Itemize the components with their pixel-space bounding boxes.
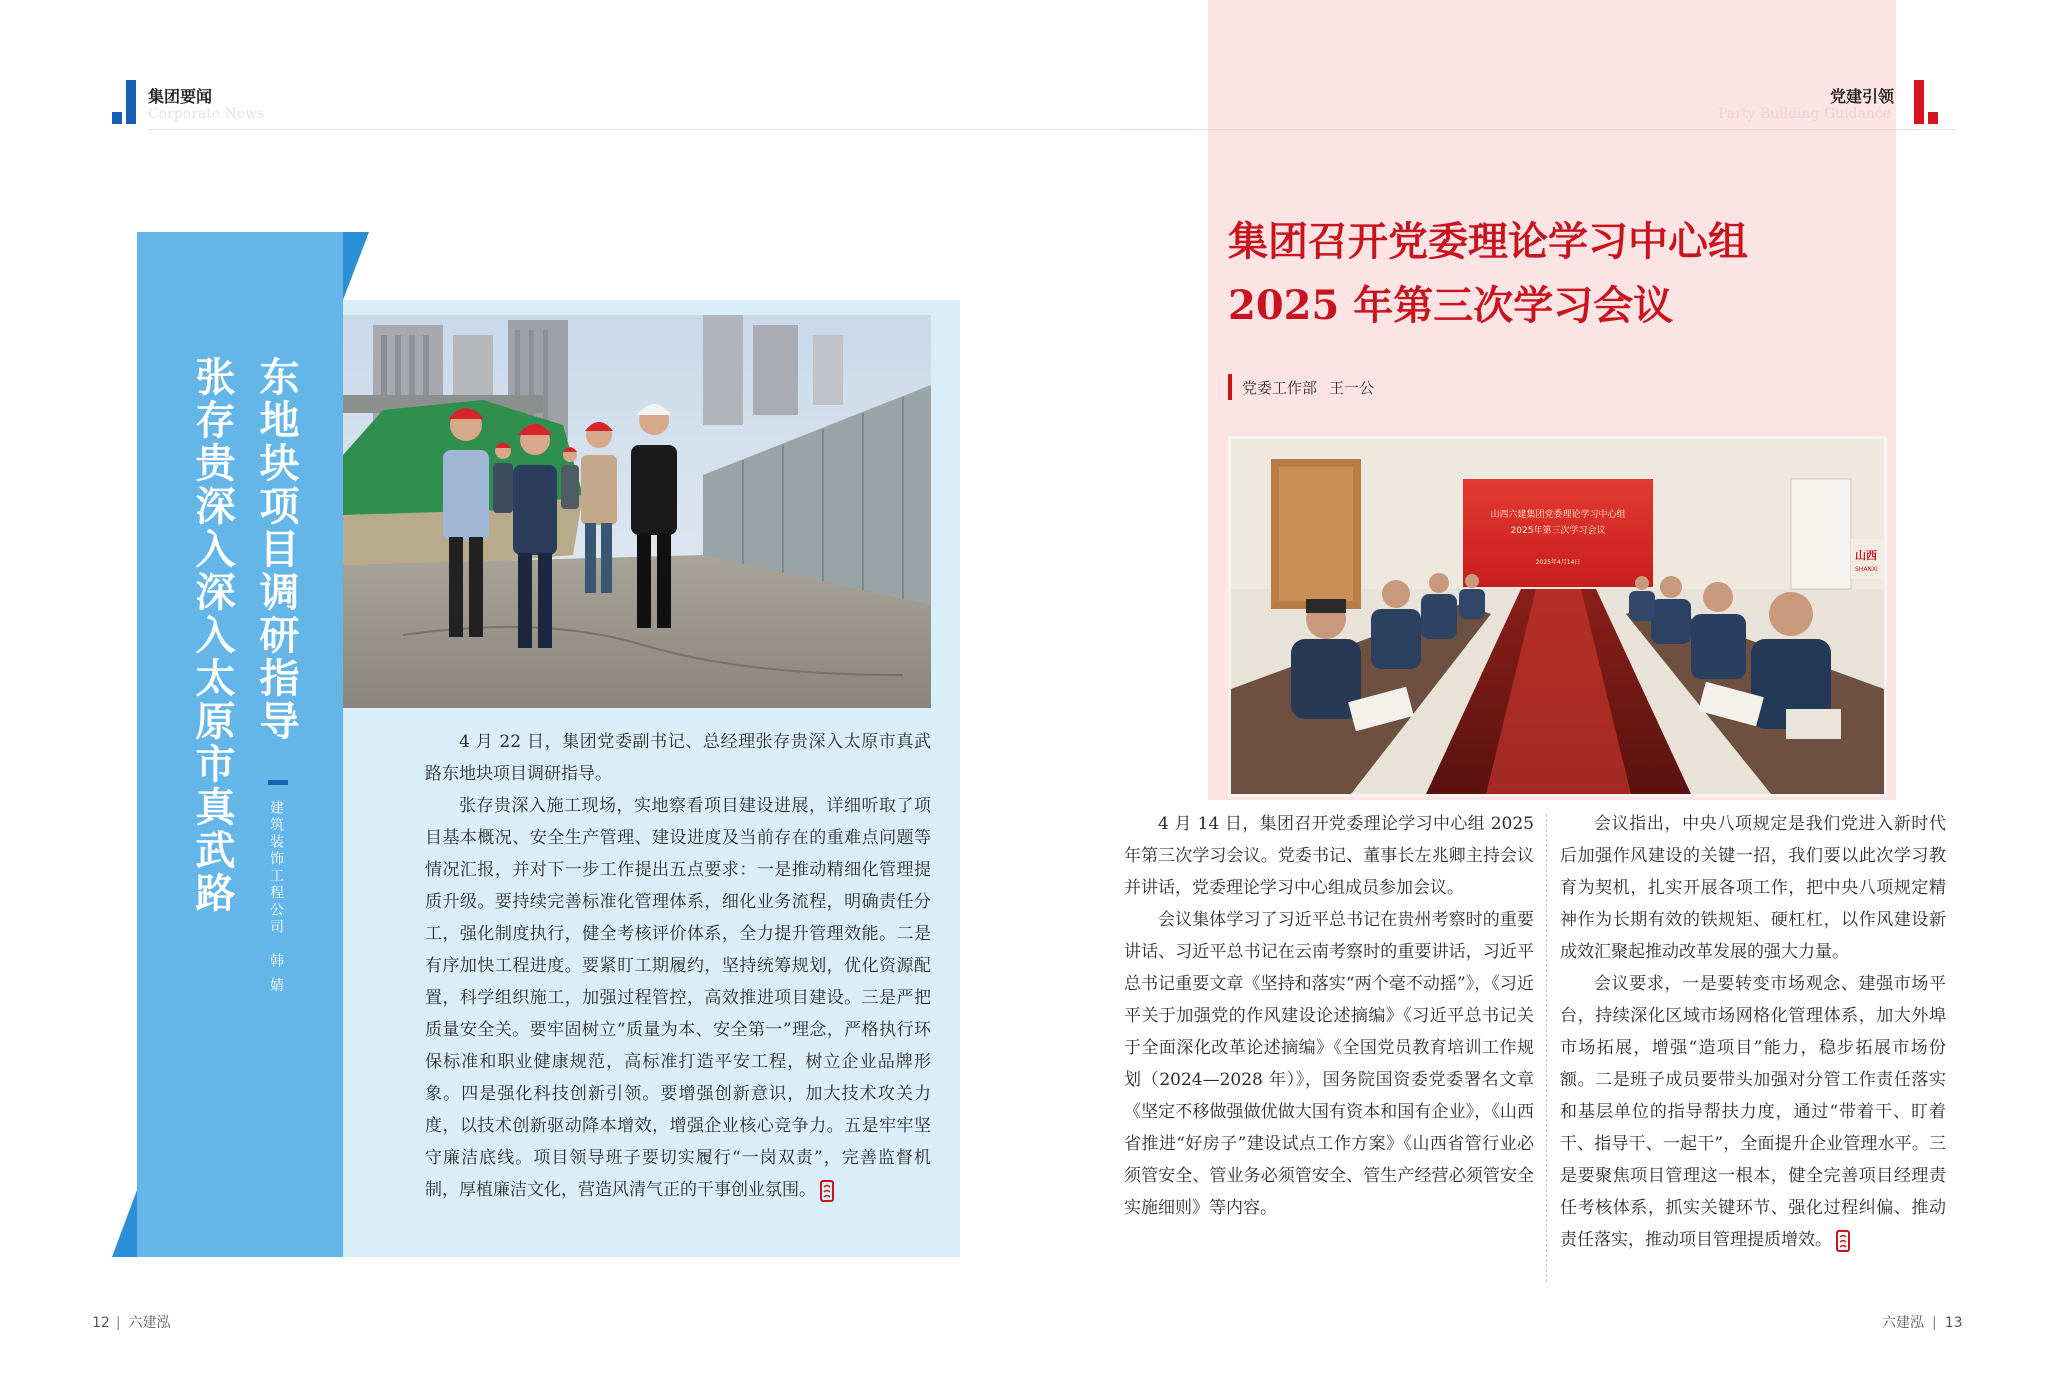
article-byline xyxy=(266,800,286,994)
end-mark-icon xyxy=(1836,1230,1850,1252)
author-divider xyxy=(268,780,288,785)
article-body-column1 xyxy=(1124,808,1534,1224)
magazine-name: 六建泓 xyxy=(128,1315,171,1331)
footer-separator: | xyxy=(1932,1315,1937,1331)
article-title-line2: 张存贵深入深入太原市真武路 xyxy=(189,356,235,915)
section-marker-tall xyxy=(1914,80,1924,124)
author-org: 建筑装饰工程公司 xyxy=(268,800,284,936)
wall-brand-en: SHANXI xyxy=(1855,566,1878,573)
section-marker-small xyxy=(112,112,122,124)
article-body-column2 xyxy=(1560,808,1946,1256)
meeting-photo xyxy=(1228,436,1887,797)
author-name: 王一公 xyxy=(1329,379,1375,397)
article-paragraph: 会议要求，一是要转变市场观念、建强市场平台，持续深化区域市场网格化管理体系，加大外埠市场拓展，增强“造项目”能力，稳步拓展市场份额。二是班子成员要带头加强对分管工作责任落实和基层单位的指导帮扶力度，通过“带着干、盯着干、指导干、一起干”，全面提升企业管理水平。三是要聚焦项目管理这一根本，健全完善项目经理责任考核体系，抓实关键环节、强化过程纠偏、推动责任落实，推动项目管理提质增效。 xyxy=(1560,974,1946,1250)
article-paragraph: 会议指出，中央八项规定是我们党进入新时代后加强作风建设的关键一招，我们要以此次学习教育为契机，扎实开展各项工作，把中央八项规定精神作为长期有效的铁规矩、硬杠杠，以作风建设新成效汇聚起推动改革发展的强大力量。 xyxy=(1560,814,1946,962)
header-rule xyxy=(1124,129,1914,130)
screen-date: 2025年4月14日 xyxy=(1535,559,1581,566)
section-title-en: Party Building Guidance xyxy=(1718,106,1892,122)
section-marker-small xyxy=(1928,112,1938,124)
site-visit-photo xyxy=(343,315,931,708)
footer-left xyxy=(92,1312,171,1332)
footer-right xyxy=(1882,1312,1963,1332)
screen-title-line1: 山西六建集团党委理论学习中心组 xyxy=(1490,510,1626,520)
article-title xyxy=(1228,210,1748,338)
page-number: 13 xyxy=(1944,1315,1963,1331)
author-dept: 党委工作部 xyxy=(1242,379,1318,397)
article-byline xyxy=(1242,377,1374,398)
end-mark-icon xyxy=(820,1180,834,1202)
section-title: 党建引领 xyxy=(1830,87,1895,106)
article-paragraph: 4 月 14 日，集团召开党委理论学习中心组 2025 年第三次学习会议。党委书记、董事长左兆卿主持会议并讲话，党委理论学习中心组成员参加会议。 xyxy=(1124,814,1534,898)
section-marker-tall xyxy=(126,80,136,124)
article-paragraph: 4 月 22 日，集团党委副书记、总经理张存贵深入太原市真武路东地块项目调研指导。 xyxy=(425,732,931,784)
site-visit-photo-illustration xyxy=(343,315,931,708)
meeting-photo-illustration xyxy=(1231,439,1884,794)
footer-separator: | xyxy=(115,1315,121,1331)
article-paragraph: 会议集体学习了习近平总书记在贵州考察时的重要讲话、习近平总书记在云南考察时的重要讲话，习近平总书记重要文章《坚持和落实“两个毫不动摇”》，《习近平关于加强党的作风建设论述摘编》《习近平总书记关于全面深化改革论述摘编》《全国党员教育培训工作规划（2024—2028 年）》，国务院国资委党委署名文章《坚定不移做强做优做大国有资本和国有企业》，《山西省推进“好房子”建设试点工作方案》《山西省管行业必须管安全、管业务必须管安全、管生产经营必须管安全实施细则》等内容。 xyxy=(1124,910,1534,1218)
screen-title-line2: 2025年第三次学习会议 xyxy=(1510,526,1606,536)
column-divider xyxy=(1546,814,1547,1282)
section-title: 集团要闻 xyxy=(148,87,213,106)
article-title-line1: 集团召开党委理论学习中心组 xyxy=(1228,218,1748,265)
article-paragraph: 张存贵深入施工现场，实地察看项目建设进展，详细听取了项目基本概况、安全生产管理、建设进度及当前存在的重难点问题等情况汇报，并对下一步工作提出五点要求：一是推动精细化管理提质升级。要持续完善标准化管理体系，细化业务流程，明确责任分工，强化制度执行，健全考核评价体系，全力提升管理效能。二是有序加快工程进度。要紧盯工期履约，坚持统筹规划，优化资源配置，科学组织施工，加强过程管控，高效推进项目建设。三是严把质量安全关。要牢固树立“质量为本、安全第一”理念，严格执行环保标准和职业健康规范，高标准打造平安工程，树立企业品牌形象。四是强化科技创新引领。要增强创新意识，加大技术攻关力度，以技术创新驱动降本增效，增强企业核心竞争力。五是牢牢坚守廉洁底线。项目领导班子要切实履行“一岗双责”，完善监督机制，厚植廉洁文化，营造风清气正的干事创业氛围。 xyxy=(425,796,931,1200)
panel-corner-top xyxy=(343,232,369,300)
article-title-line2: 2025 年第三次学习会议 xyxy=(1228,282,1674,329)
author-marker xyxy=(1228,374,1232,400)
page-number: 12 xyxy=(92,1315,110,1331)
magazine-name: 六建泓 xyxy=(1882,1315,1924,1331)
panel-corner-bottom xyxy=(112,1190,137,1257)
wall-brand: 山西 xyxy=(1855,549,1877,562)
section-title-en: Corporate News xyxy=(148,106,265,122)
author-name: 韩 婧 xyxy=(268,953,284,995)
article-body xyxy=(425,726,931,1206)
article-title-line1: 东地块项目调研指导 xyxy=(253,356,299,743)
